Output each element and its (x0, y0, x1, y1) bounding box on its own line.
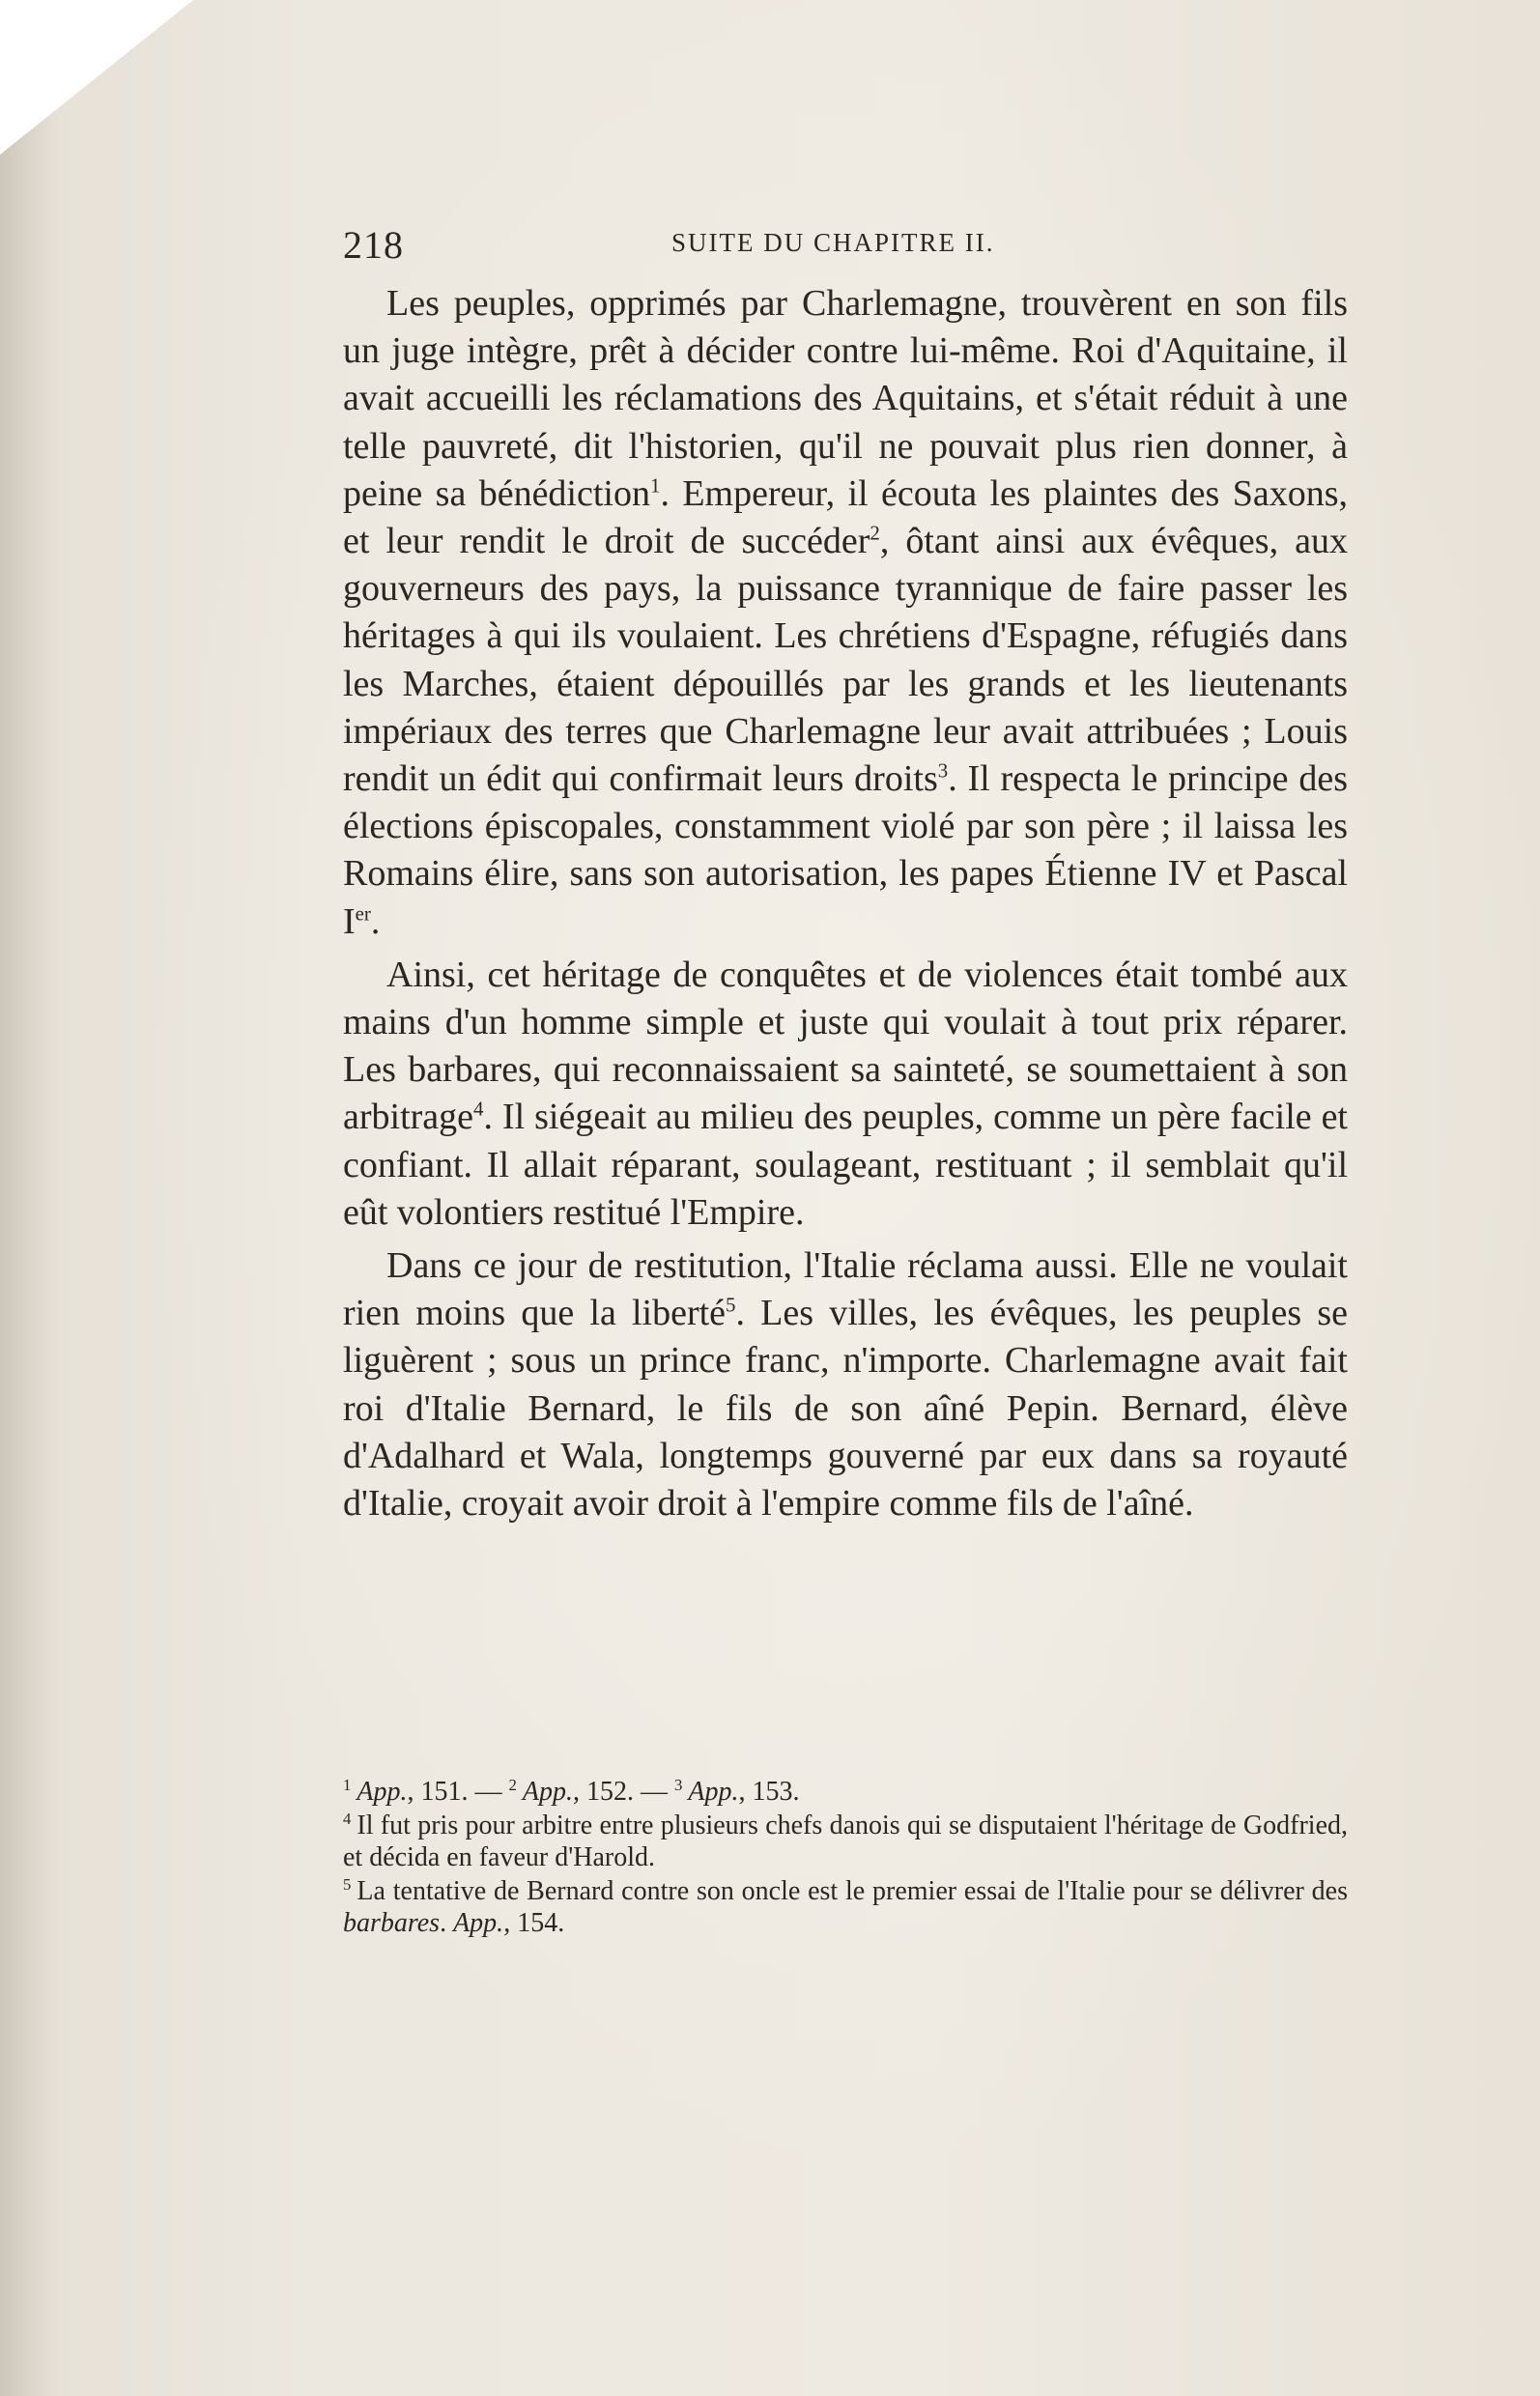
footnote-ref[interactable]: 5 (726, 1293, 736, 1317)
appendix-ref: App. (522, 1777, 573, 1807)
footnote-text: , 154. (503, 1908, 565, 1938)
text-segment: Ainsi, cet héritage de conquêtes et de violences était tombé aux mains d'un homme simple et juste qui voulait à tout prix réparer. Les barbares, qui reconnaissaient sa sainteté, se soumettaient à son arbitrage (343, 954, 1348, 1138)
emphasis: barbares (343, 1908, 441, 1938)
footnote-mark: 4 (343, 1809, 352, 1828)
folded-corner (0, 0, 193, 155)
footnote-text: , 151. — (407, 1777, 509, 1807)
page-header (343, 222, 1348, 271)
footnote-mark: 2 (508, 1775, 517, 1794)
footnote-text: La tentative de Bernard contre son oncle est le premier essai de l'Italie pour se délivrer des (356, 1876, 1348, 1906)
footnote-text: Il fut pris pour arbitre entre plusieurs chefs danois qui se disputaient l'héritage de Godfried, et décida en faveur d'Harold. (343, 1811, 1348, 1872)
footnote-text: , 153. (738, 1777, 800, 1807)
main-text (343, 280, 1348, 1533)
text-segment: . Empereur, il écouta les plaintes des Saxons, et leur rendit le droit de succéder (343, 472, 1348, 562)
footnote-text: . (440, 1908, 454, 1938)
paragraph (343, 1242, 1348, 1527)
paragraph (343, 952, 1348, 1237)
text-segment: . (370, 900, 381, 942)
footnote-ref[interactable]: 3 (937, 758, 949, 783)
text-segment: . Les villes, les évêques, les peuples se liguèrent ; sous un prince franc, n'importe. Charlemagne avait fait roi d'Italie Bernard, le fils de son aîné Pepin. Bernard, élève d'Adalhard et Wala, longtemps gouverné par eux dans sa royauté d'Italie, croyait avoir droit à l'empire comme fils de l'aîné. (343, 1293, 1348, 1525)
appendix-ref: App. (356, 1777, 408, 1807)
footnote-line (343, 1810, 1348, 1873)
page-edge-shadow (0, 0, 58, 2396)
footnote-mark: 5 (343, 1874, 352, 1894)
footnote-mark: 3 (674, 1775, 683, 1794)
footnote-line (343, 1776, 1348, 1808)
footnote-ref[interactable]: 2 (870, 521, 880, 545)
appendix-ref: App. (453, 1908, 504, 1938)
ordinal-suffix: er (355, 900, 371, 925)
footnote-ref[interactable]: 1 (649, 473, 661, 498)
footnote-text: , 152. — (573, 1777, 674, 1807)
text-segment: . Il respecta le principe des élections épiscopales, constamment violé par son père ; il laissa les Romains élire, sans son autorisation, les papes Étienne IV et Pascal I (343, 758, 1348, 942)
paragraph (343, 280, 1348, 946)
text-segment: Les peuples, opprimés par Charlemagne, trouvèrent en son fils un juge intègre, prêt à décider contre lui-même. Roi d'Aquitaine, il avait accueilli les réclamations des Aquitains, et s'était réduit à une telle pauvreté, dit l'historien, qu'il ne pouvait plus rien donner, à peine sa bénédiction (343, 283, 1348, 514)
footnote-line (343, 1875, 1348, 1939)
footnotes (343, 1776, 1348, 1941)
text-segment: . Il siégeait au milieu des peuples, comme un père facile et confiant. Il allait réparant, soulageant, restituant ; il semblait qu'il eût volontiers restitué l'Empire. (343, 1097, 1348, 1233)
footnote-mark: 1 (343, 1775, 352, 1794)
appendix-ref: App. (688, 1777, 739, 1807)
text-segment: Dans ce jour de restitution, l'Italie réclama aussi. Elle ne voulait rien moins que la liberté (343, 1245, 1348, 1334)
running-title: SUITE DU CHAPITRE II. (671, 228, 995, 257)
page-number: 218 (343, 223, 404, 267)
footnote-ref[interactable]: 4 (473, 1097, 484, 1121)
text-segment: , ôtant ainsi aux évêques, aux gouverneurs des pays, la puissance tyrannique de faire passer les héritages à qui ils voulaient. Les chrétiens d'Espagne, réfugiés dans les Marches, étaient dépouillés par les grands et les lieutenants impériaux des terres que Charlemagne leur avait attribuées ; Louis rendit un édit qui confirmait leurs droits (343, 521, 1349, 800)
